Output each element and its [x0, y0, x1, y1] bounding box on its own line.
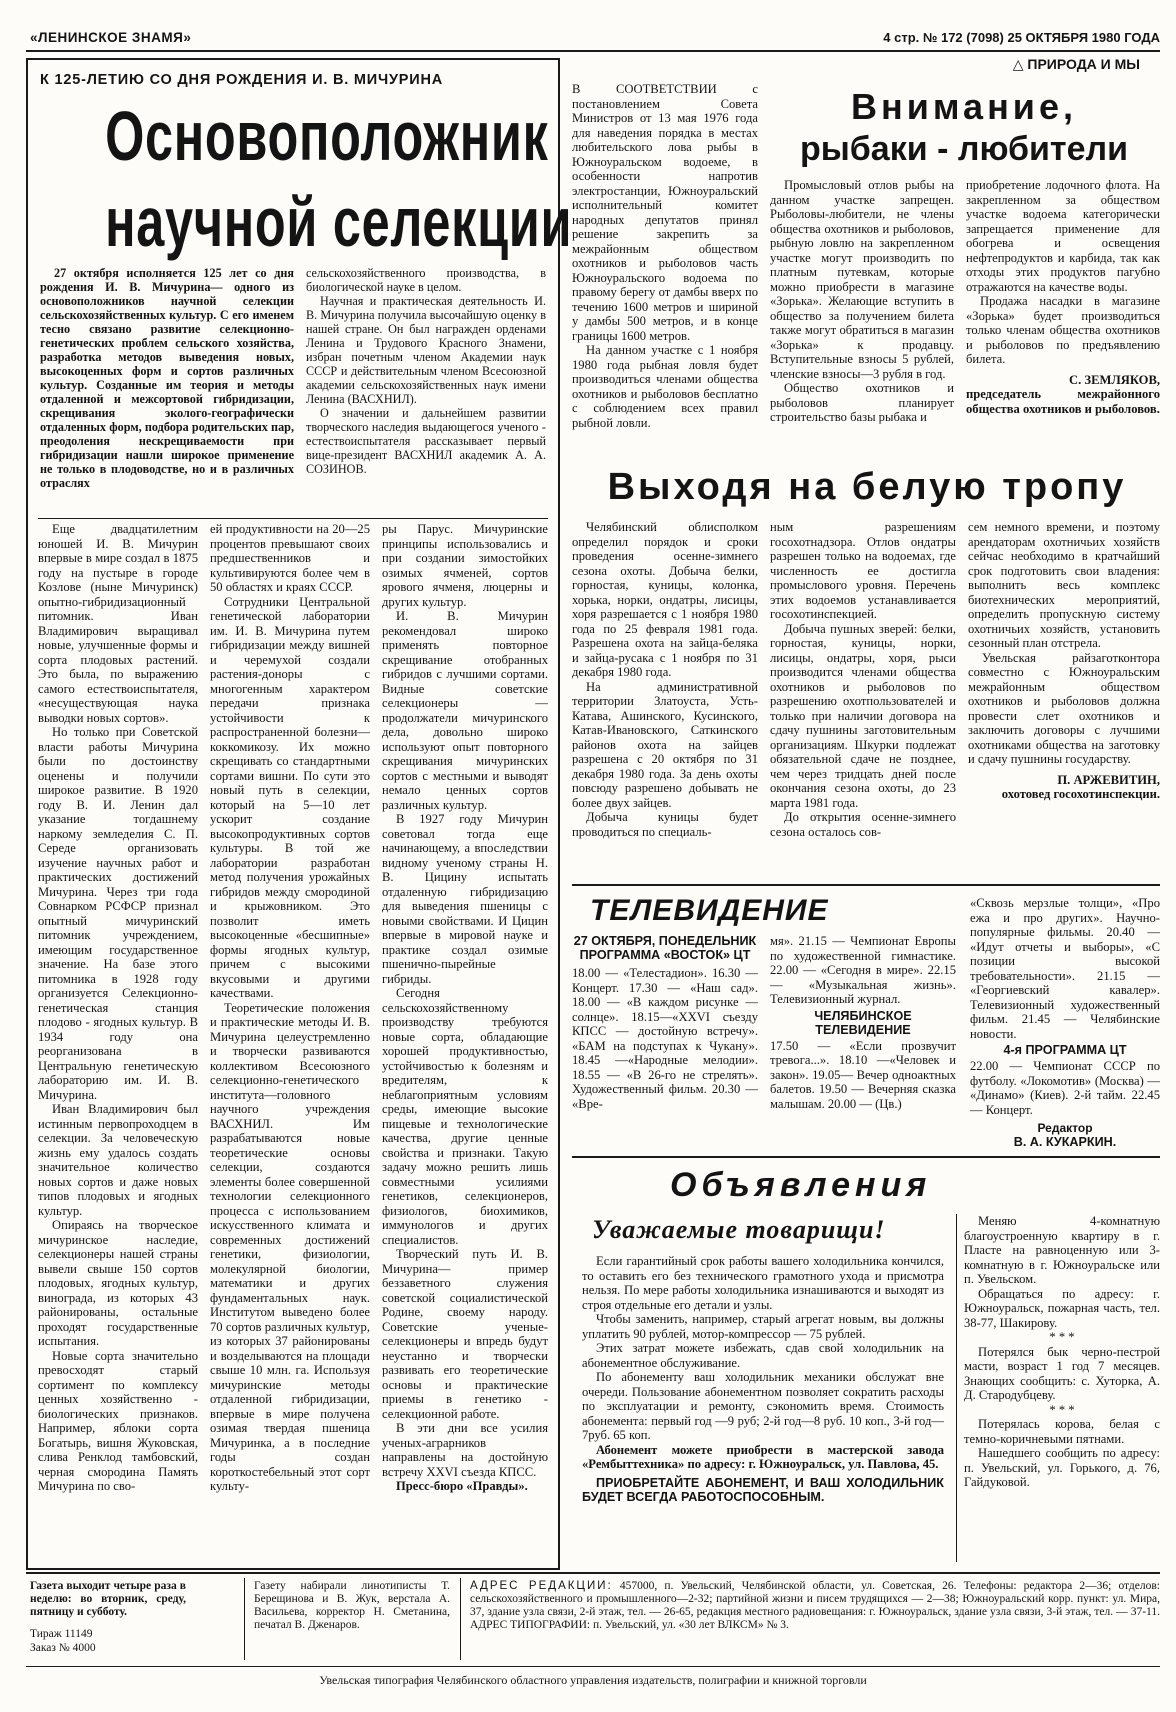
tv-rule: [572, 1156, 1160, 1158]
michurin-title-line2: научной селекции: [105, 183, 573, 261]
body-paragraph: Новые сорта значительно превосходят старый сортимент по комплексу ценных хозяйственно - биологических признаков. Например, яблоки сорта Богатырь, вишня Жуковская, слива Ренклод тамбовский, черная смородина Память Мичурина по сво-: [38, 1348, 198, 1493]
body-paragraph: Увельская райзаготконтора совместно с Южноуральским межрайонным обществом охотников и рыболовов должна провести слет охотников и заключить договоры с лучшими охотниками общества на заготовку и сдачу пушнины государству.: [968, 650, 1160, 766]
lead-paragraph: 27 октября исполняется 125 лет со дня рождения И. В. Мичурина— одного из основоположников научной селекции сельскохозяйственных культур. С его именем тесно связано развитие селекционно-генетических проблем сельского хозяйства, разработка методов выведения новых, высокоценных форм и сортов различных культур. Созданные им теория и методы отдаленной и межсортовой гибридизации, скрещивания эколого-географически отдаленных форм, подбора родительских пар, преодоления нескрещиваемости при гибридизации нашли широкое применение не только в плодоводстве, но и в различных отраслях: [40, 266, 294, 490]
footer-typesetters: Газету набирали линотиписты Т. Берещинова и В. Жук, верстала А. Васильева, корректор Н. Сметанина, печатал В. Дженаров.: [254, 1580, 450, 1631]
body-paragraph: приобретение лодочного флота. На закрепленном за обществом участке водоема категорически запрещается применение для обогрева и освещения нефтепродуктов и карбида, так как отходы этих продуктов пагубно отражаются на качестве воды.: [966, 178, 1160, 294]
tv-day-heading: 27 ОКТЯБРЯ, ПОНЕДЕЛЬНИК ПРОГРАММА «ВОСТОК» ЦТ: [573, 934, 757, 962]
ad-paragraph: Чтобы заменить, например, старый агрегат новым, вы должны уплатить 90 рублей, мотор-компрессор — 75 рублей.: [582, 1312, 944, 1341]
body-paragraph: И. В. Мичурин рекомендовал широко применять повторное скрещивание отобранных гибридов с лучшими сортами. Видные советские селекционеры — продолжатели мичуринского дела, довольно широко используют опыт повторного скрещивания мичуринских сортов с местными и выводят немало ценных сортов различных культур.: [382, 609, 548, 812]
tv-column-2: [770, 934, 956, 1150]
lead-paragraph: сельскохозяйственного производства, в биологической науке в целом.: [306, 266, 546, 294]
tv-chel-heading: ЧЕЛЯБИНСКОЕ ТЕЛЕВИДЕНИЕ: [814, 1008, 912, 1037]
ad-paragraph: Потерялся бык черно-пестрой масти, возраст 1 год 7 месяцев. Знающих сообщить: с. Хуторка, А. Д. Стародубцеву.: [964, 1344, 1160, 1402]
body-paragraph: Добыча куницы будет проводиться по специаль-: [572, 810, 758, 839]
body-paragraph: Общество охотников и рыболовов планирует строительство базы рыбака и: [770, 381, 954, 424]
footer-divider: [244, 1578, 245, 1660]
michurin-lead-right: [306, 266, 546, 516]
ads-subtitle: Уважаемые товарищи!: [592, 1215, 886, 1244]
ad-paragraph: Нашедшего сообщить по адресу: п. Увельский, ул. Горького, д. 76, Гайдуковой.: [964, 1446, 1160, 1489]
footer-rule: [26, 1572, 1160, 1574]
lead-paragraph: Научная и практическая деятельность И. В. Мичурина получила высочайшую оценку в нашей стране. Он был награжден орденами Ленина и Трудового Красного Знамени, избран почетным членом Академии наук СССР и действительным членом Всесоюзной академии сельскохозяйственных наук имени Ленина (ВАСХНИЛ).: [306, 294, 546, 406]
ads-divider: [956, 1214, 957, 1562]
ad-separator: * * *: [1049, 1402, 1075, 1417]
ad-paragraph: Потерялась корова, белая с темно-коричневыми пятнами.: [964, 1417, 1160, 1446]
fishing-title-line1: Внимание,: [851, 86, 1077, 127]
footer-zakaz: Заказ № 4000: [30, 1642, 96, 1654]
hunting-column-2: [770, 520, 956, 880]
tv-schedule: 18.00 — «Телестадион». 16.30 — Концерт. 17.30 — «Наш сад». 18.00 — «В каждом рисунке — солнце». 18.15—«XXVI съезду КПСС — достойную встречу». «БАМ на подступах к Чукану». 18.45 —«Народные мелодии». 18.55 — «В 26-го не стрелять». Художественный фильм. 20.30 — «Вре-: [572, 966, 758, 1111]
editor-label: Редактор: [1037, 1121, 1093, 1135]
tv-column-3: [970, 896, 1160, 1150]
footer-address: [470, 1580, 1160, 1660]
hunting-author-title: охотовед госохотинспекции.: [1001, 787, 1160, 801]
tv-schedule: «Сквозь мерзлые толщи», «Про ежа и про других». Научно-популярные фильмы. 20.40 — «Идут отчеты и выборы», «С позиции высокой требовательности». 21.15 — «Георгиевский кавалер». Телевизионный художественный фильм. 21.45 — Челябинские новости.: [970, 896, 1160, 1041]
body-paragraph: До открытия осенне-зимнего сезона осталось сов-: [770, 810, 956, 839]
michurin-credit: Пресс-бюро «Правды».: [396, 1479, 528, 1493]
ad-separator: * * *: [1049, 1330, 1075, 1344]
ad-paragraph: Обращаться по адресу: г. Южноуральск, пожарная часть, тел. 38-77, Шакирову.: [964, 1286, 1160, 1330]
tv-prog4-heading: 4-я ПРОГРАММА ЦТ: [1003, 1043, 1127, 1057]
address-label: АДРЕС РЕДАКЦИИ:: [470, 1580, 613, 1592]
lead-rule: [38, 518, 548, 519]
fishing-author-title: председатель межрайонного общества охотников и рыболовов.: [966, 387, 1160, 416]
fishing-column-3: [966, 178, 1160, 464]
body-paragraph: Сегодня сельскохозяйственному производству требуются новые сорта, обладающие хорошей продуктивностью, устойчивостью к болезням и вредителям, к неблагоприятным условиям среды, имеющие высокие пищевые и технологические качества, другие ценные свойства и признаки. Такую задачу можно решить лишь совместными усилиями генетиков, селекционеров, физиологов, биохимиков, иммунологов и других специалистов.: [382, 986, 548, 1247]
michurin-kicker: К 125-ЛЕТИЮ СО ДНЯ РОЖДЕНИЯ И. В. МИЧУРИНА: [40, 72, 444, 88]
body-paragraph: ным разрешениям госохотнадзора. Отлов ондатры разрешен только на водоемах, где численность ее достигла промыслового уровня. Перечень этих водоемов устанавливается госохотинспекцией.: [770, 520, 956, 621]
footer-bottom-rule: [26, 1666, 1160, 1667]
hunting-title: Выходя на белую тропу: [607, 466, 1127, 508]
fishing-column-1: [572, 82, 758, 462]
body-paragraph: В СООТВЕТСТВИИ с постановлением Совета Министров от 13 мая 1976 года для наведения порядка в местах любительского лова рыбы в Южноуральском водоеме, в особенности напротив электростанции, Южноуральский исполнительный комитет народных депутатов принял решение закрепить за межрайонным обществом охотников и рыболовов часть Южноуральского водоема по правому берегу от дамбы вверх по течению 1600 метров и шириной у дамбы 500 метров, и в конце границы 1600 метров.: [572, 82, 758, 343]
fishing-title-line2: рыбаки - любители: [800, 130, 1128, 168]
body-paragraph: В 1927 году Мичурин советовал тогда еще начинающему, а впоследствии видному ученому страны Н. В. Цицину испытать отдаленную гибридизацию для выведения пшеницы с новыми свойствами. И Цицин впервые в мировой науке и практике создал озимые пшенично-пырейные гибриды.: [382, 812, 548, 986]
ad-paragraph-caps: ПРИОБРЕТАЙТЕ АБОНЕМЕНТ, И ВАШ ХОЛОДИЛЬНИК БУДЕТ ВСЕГДА РАБОТОСПОСОБНЫМ.: [582, 1475, 944, 1504]
tv-schedule: 17.50 — «Если прозвучит тревога...». 18.10 —«Человек и закон». 19.05— Вечер одноактных балетов. 19.50 — Вечерняя сказка малышам. 20.00 — (Цв.): [770, 1038, 956, 1111]
body-paragraph: Опираясь на творческое мичуринское наследие, селекционеры нашей страны вывели свыше 150 сортов плодовых, ягодных культур, винограда, из которых 43 районированы, остальные проходят государственные испытания.: [38, 1218, 198, 1348]
masthead-paper: «ЛЕНИНСКОЕ ЗНАМЯ»: [30, 30, 192, 45]
body-paragraph: На административной территории Златоуста, Усть-Катава, Ашинского, Кусинского, Катав-Ивановского, Саткинского районов охота на зайцев разрешена с 20 октября по 31 декабря 1980 года. За день охоты повсюду разрешено добывать не более двух зайцев.: [572, 679, 758, 810]
tv-schedule: 22.00 — Чемпионат СССР по футболу. «Локомотив» (Москва) — «Динамо» (Киев). 2-й тайм. 22.45 — Концерт.: [970, 1059, 1160, 1117]
michurin-column-2: [210, 522, 370, 1562]
tv-column-1: [572, 934, 758, 1150]
hunting-column-3: [968, 520, 1160, 880]
hunting-column-1: [572, 520, 758, 880]
body-paragraph: ры Парус. Мичуринские принципы использовались и при создании зимостойких озимых ячменей, сортов ярового ячменя, люцерны и других культур.: [382, 522, 548, 609]
body-paragraph: Продажа насадки в магазине «Зорька» будет производиться только членам общества охотников и рыболовов по предъявлению билета.: [966, 294, 1160, 366]
michurin-lead-left: [40, 266, 294, 516]
body-paragraph: Творческий путь И. В. Мичурина— пример беззаветного служения советской социалистической Родине, своему народу. Советские ученые-селекционеры и впредь будут неустанно и творчески развивать его теоретические основы и практические приемы в генетико - селекционной работе.: [382, 1247, 548, 1421]
hunting-author: П. АРЖЕВИТИН,: [1057, 772, 1160, 787]
fishing-author: С. ЗЕМЛЯКОВ,: [1069, 372, 1160, 387]
body-paragraph: Теоретические положения и практические методы И. В. Мичурина целеустремленно и творчески развиваются коллективом Всесоюзного селекционно-генетического института—головного научного учреждения ВАСХНИЛ. Им разрабатываются новые теоретические основы селекции, создаются элементы более совершенной технологии селекционного процесса с использованием искусственного климата и современных достижений генетики, физиологии, молекулярной биологии, математики и других фундаментальных наук. Институтом выведено более 70 сортов различных культур, из которых 37 районированы и возделываются на площади свыше 10 млн. га. Используя мичуринские методы отдаленной гибридизации, впервые в мире получена озимая твердая пшеница Мичуринка, а в последние годы создан короткостебельный этот сорт культу-: [210, 1000, 370, 1493]
ad-paragraph: Меняю 4-комнатную благоустроенную квартиру в г. Пласте на равноценную или 3-комнатную в г. Южноуральске или п. Увельском.: [964, 1214, 1160, 1286]
michurin-title-line1: Основоположник: [105, 97, 549, 175]
ads-title: Объявления: [670, 1166, 932, 1204]
footer-tirazh: Тираж 11149: [30, 1628, 93, 1640]
address-text: 457000, п. Увельский, Челябинской области, ул. Советская, 26. Телефоны: редактора 2—36; отделов: сельскохозяйственного и промышленного—2-32; партийной жизни и писем трудящихся — 2—38; Южноуральский корр. пункт: ул. Мира, 37, здание узла связи, 2-й этаж, тел. — 26-65, редакция местного радиовещания: г. Южноуральск, здание узла связи, 3-й этаж, тел. — 37-11. АДРЕС ТИПОГРАФИИ: п. Увельский, ул. «30 лет ВЛКСМ» № 3.: [470, 1580, 1160, 1631]
masthead-issue: 4 стр. № 172 (7098) 25 ОКТЯБРЯ 1980 ГОДА: [883, 30, 1160, 45]
body-paragraph: Добыча пушных зверей: белки, горностая, куницы, норки, лисицы, ондатры, хоря, рыси производится членами общества охотников и рыболовов по разрешению охотпользователей и только при наличии договора на сдачу пушнины заготовительным организациям. Шкурки подлежат обязательной сдаче не позднее, чем через тридцать дней после окончания сезона охоты, до 23 марта 1981 года.: [770, 621, 956, 810]
editor-name: В. А. КУКАРКИН.: [1013, 1135, 1117, 1149]
tv-schedule: мя». 21.15 — Чемпионат Европы по художественной гимнастике. 22.00 — «Сегодня в мире». 22.15 — «Музыкальная жизнь». Телевизионный журнал.: [770, 934, 956, 1006]
michurin-column-3: [382, 522, 548, 1562]
body-paragraph: Сотрудники Центральной генетической лаборатории им. И. В. Мичурина путем гибридизации между вишней и черемухой создали растения-доноры с многогенным характером передачи признака устойчивости к распространенной болезни—коккомикозу. Их можно скрещивать со стандартными сортами вишни. По сути это новый путь в селекции, который на 5—10 лет ускорит создание высокопродуктивных сортов культуры. В той же лаборатории разработан метод получения урожайных гибридов между смородиной и крыжовником. Это позволит иметь высокоценные «бесшипные» формы ягодных культур, причем с высокими вкусовыми и другими качествами.: [210, 594, 370, 1000]
body-paragraph: Иван Владимирович был истинным первопроходцем в селекции. За человеческую жизнь ему удалось создать значительное количество новых сортов и даже новых типов плодовых и ягодных культур.: [38, 1102, 198, 1218]
body-paragraph: Промысловый отлов рыбы на данном участке запрещен. Рыболовы-любители, не члены общества охотников и рыболовов, рыбную ловлю на закрепленном участке могут производить по платным путевкам, которые можно приобрести в магазине «Зорька». Желающие вступить в общество за получением билета также могут обратиться в магазин «Зорька» к продавцу. Вступительные взносы 5 рублей, членские взносы—3 рубля в год.: [770, 178, 954, 381]
body-paragraph: Челябинский облисполком определил порядок и сроки проведения осенне-зимнего сезона охоты. Добыча белки, горностая, куницы, колонка, хорька, норки, ондатры, лисицы, хоря разрешается с 1 ноября 1980 года по 25 февраля 1981 года. Разрешена охота на зайца-беляка и зайца-русака с 1 ноября по 31 декабря 1980 года.: [572, 520, 758, 679]
michurin-column-1: [38, 522, 198, 1562]
body-paragraph: ей продуктивности на 20—25 процентов превышают своих предшественников и культивируются более чем в 50 областях и краях СССР.: [210, 522, 370, 594]
section-rubric: △ ПРИРОДА И МЫ: [1012, 56, 1140, 72]
body-paragraph: В эти дни все усилия ученых-аграрников направлены на достойную встречу XXVI съезда КПСС.: [382, 1421, 548, 1479]
footer-publication-days: Газета выходит четыре раза в неделю: во вторник, среду, пятницу и субботу.: [30, 1580, 186, 1618]
body-paragraph: сем немного времени, и поэтому арендаторам охотничьих хозяйств сейчас необходимо в кратчайший срок подготовить свои владения: выполнить весь комплекс биотехнических мероприятий, определить пропускную систему охотничьих хозяйств, установить сезонный план отстрела.: [968, 520, 1160, 650]
body-paragraph: На данном участке с 1 ноября 1980 года рыбная ловля будет производиться членами общества охотников и рыболовов бесплатно с соблюдением всех правил рыбной ловли.: [572, 343, 758, 430]
ads-refrigerator: [582, 1254, 944, 1562]
printer-line: Увельская типография Челябинского областного управления издательств, полиграфии и книжной торговли: [319, 1673, 867, 1687]
ad-paragraph: По абонементу ваш холодильник механики обслужат вне очереди. Пользование абонементном позволяет сократить расходы по эксплуатации и ремонту, сэкономить время. Стоимость абонемента: первый год —9 руб; 2-й год—8 руб. 10 коп., 3-й год—7руб. 65 коп.: [582, 1370, 944, 1442]
footer-divider: [460, 1578, 461, 1660]
fishing-column-2: [770, 178, 954, 464]
ad-paragraph: Этих затрат можете избежать, сдав свой холодильник на абонементное обслуживание.: [582, 1341, 944, 1370]
ad-paragraph: Если гарантийный срок работы вашего холодильника кончился, то оставить его без технического грамотного ухода и присмотра нельзя. По мере работы холодильника изнашиваются и выходят из строя отдельные его детали и узлы.: [582, 1254, 944, 1312]
tv-title: ТЕЛЕВИДЕНИЕ: [590, 894, 829, 927]
body-paragraph: Но только при Советской власти работы Мичурина были по достоинству оценены и получили широкое развитие. В 1920 году В. И. Ленин дал указание тогдашнему наркому земледелия С. П. Середе организовать изучение научных работ и практических достижений Мичурина. Через три года Совнарком РСФСР признал опытный мичуринский питомник учреждением, имеющим государственное значение. На базе этого питомника в 1928 году организуется Селекционно-генетическая станция плодово - ягодных культур. В 1934 году она реорганизована в Центральную генетическую лабораторию им. И. В. Мичурина.: [38, 725, 198, 1102]
ads-classifieds: [964, 1214, 1160, 1562]
hunting-rule: [572, 884, 1160, 886]
body-paragraph: Еще двадцатилетним юношей И. В. Мичурин впервые в мире создал в 1875 году на пустыре в городе Козлове (ныне Мичуринск) опытно-гибридизационный питомник. Иван Владимирович выращивал новые, улучшенные формы и сорта плодовых растений. Это была, по выражению самого естествоиспытателя, «несуществующая наука выводки новых сортов».: [38, 522, 198, 725]
ad-paragraph-bold: Абонемент можете приобрести в мастерской завода «Рембыттехника» по адресу: г. Южноуральск, ул. Павлова, 45.: [582, 1442, 944, 1471]
lead-paragraph: О значении и дальнейшем развитии творческого наследия выдающегося ученого - естествоиспытателя рассказывает первый вице-президент ВАСХНИЛ академик А. А. СОЗИНОВ.: [306, 406, 546, 476]
masthead-rule: [26, 50, 1160, 52]
